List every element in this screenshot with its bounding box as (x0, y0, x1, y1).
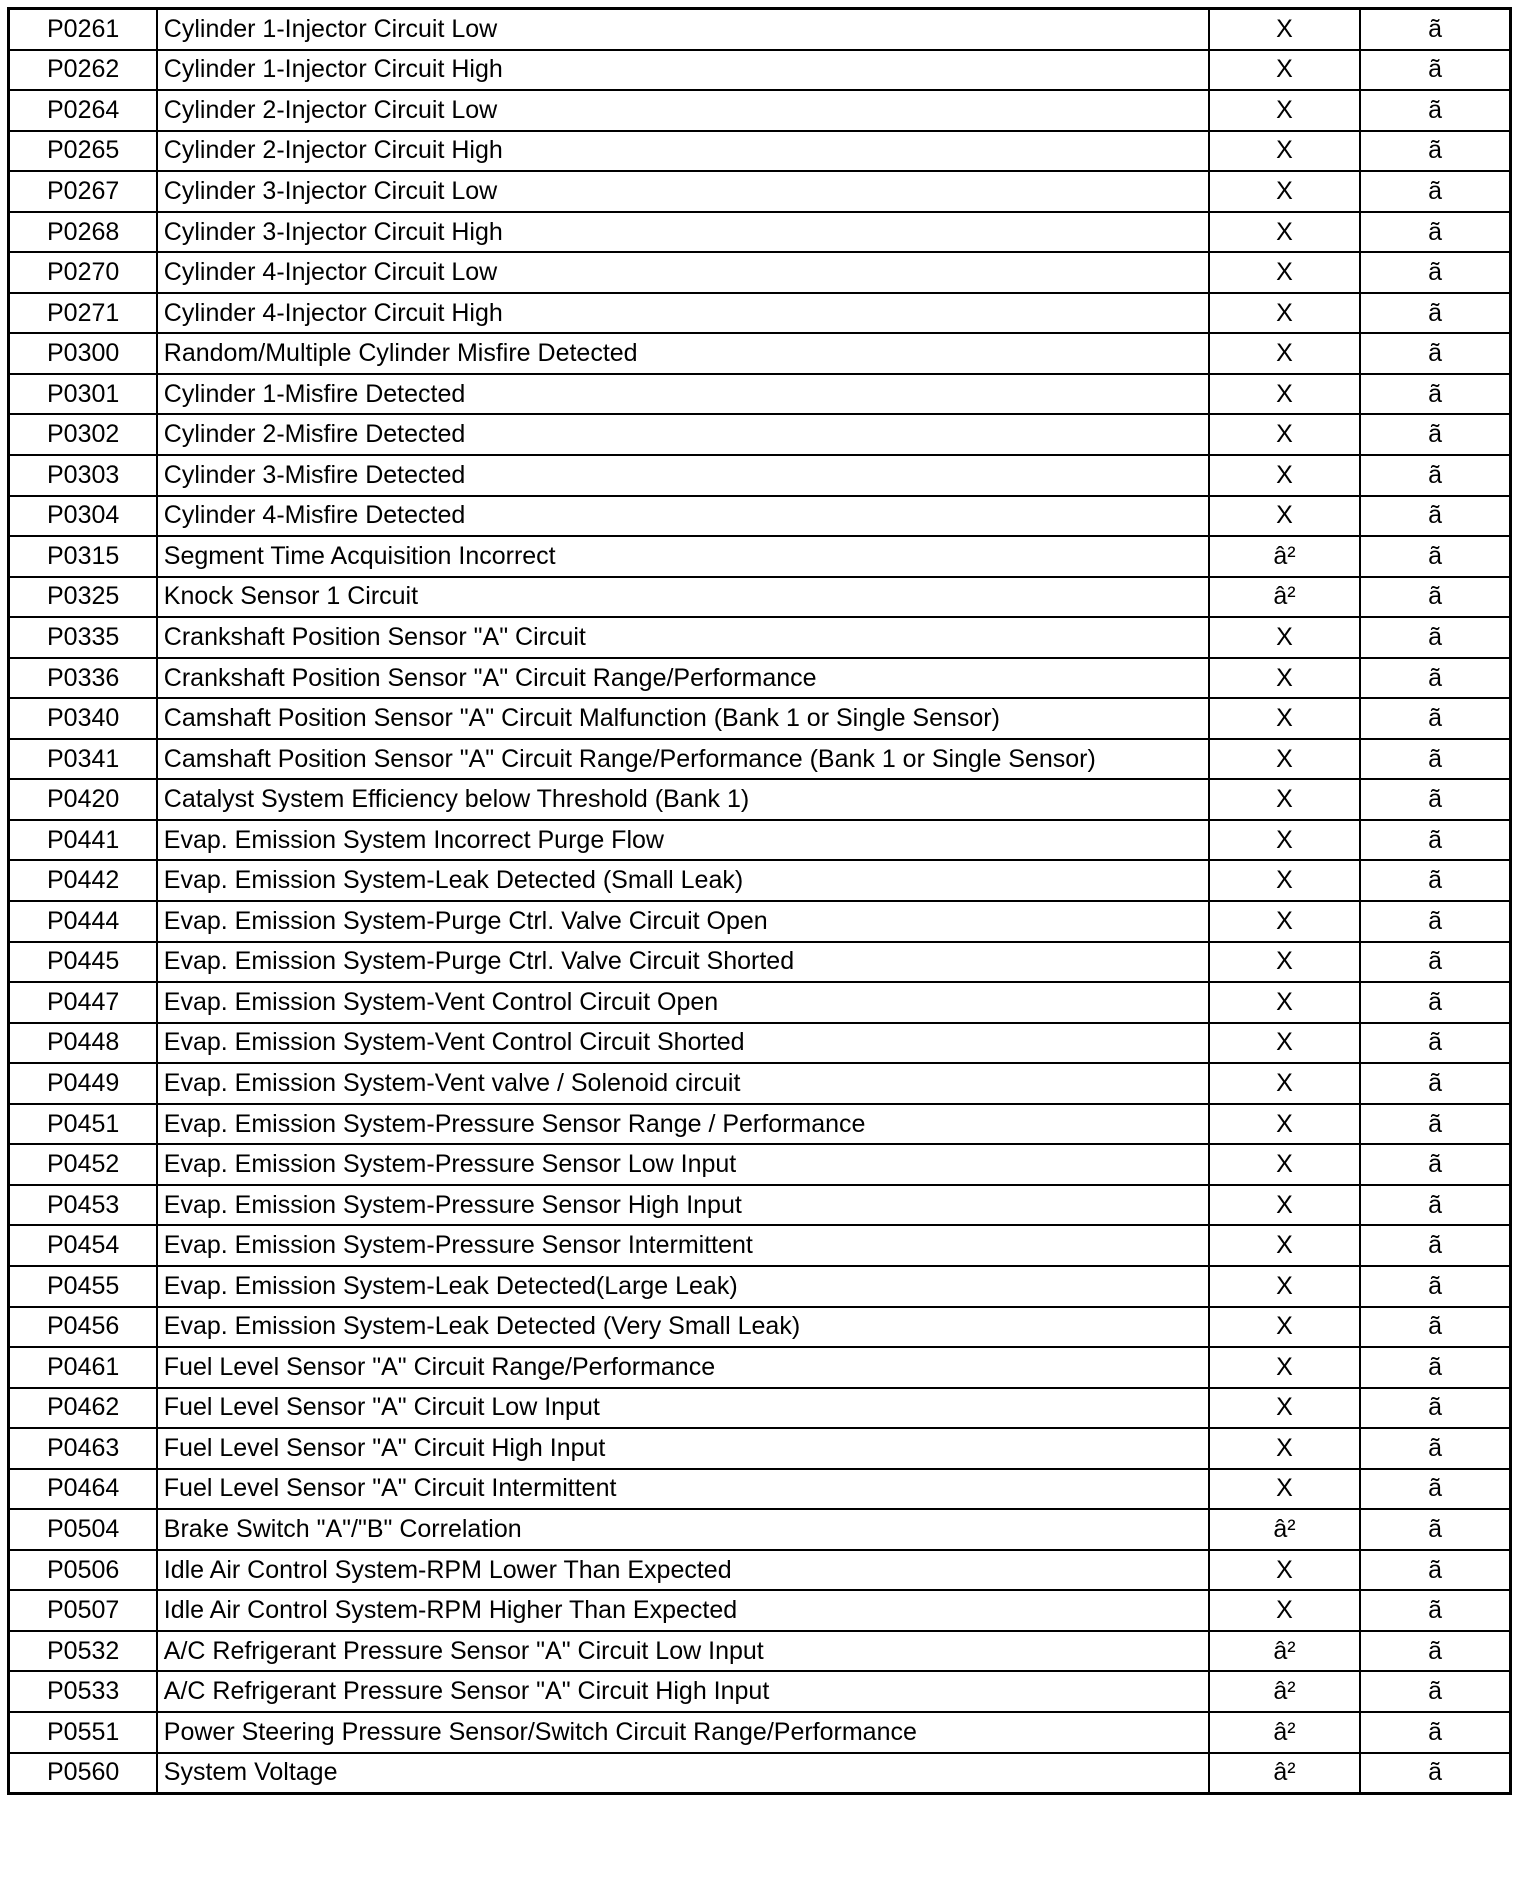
status-column-1-cell: X (1209, 860, 1360, 901)
table-row (9, 1185, 1511, 1226)
dtc-code-cell: P0453 (9, 1185, 157, 1226)
status-column-2-cell: ã (1360, 1671, 1510, 1712)
status-column-1-cell: X (1209, 1063, 1360, 1104)
dtc-code-cell: P0420 (9, 779, 157, 820)
status-column-1-cell: X (1209, 1428, 1360, 1469)
table-row (9, 1347, 1511, 1388)
status-column-1-cell: X (1209, 739, 1360, 780)
status-column-2-cell: ã (1360, 1550, 1510, 1591)
status-column-2-cell: ã (1360, 374, 1510, 415)
table-row (9, 1469, 1511, 1510)
status-column-2-cell: ã (1360, 1590, 1510, 1631)
status-column-1-cell: X (1209, 414, 1360, 455)
dtc-code-cell: P0464 (9, 1469, 157, 1510)
status-column-2-cell: ã (1360, 496, 1510, 537)
dtc-code-cell: P0551 (9, 1712, 157, 1753)
dtc-description-cell: Random/Multiple Cylinder Misfire Detected (157, 333, 1209, 374)
dtc-code-cell: P0325 (9, 577, 157, 618)
table-row (9, 171, 1511, 212)
table-row (9, 131, 1511, 172)
dtc-description-cell: Evap. Emission System-Pressure Sensor High Input (157, 1185, 1209, 1226)
dtc-code-cell: P0452 (9, 1144, 157, 1185)
status-column-2-cell: ã (1360, 1144, 1510, 1185)
status-column-1-cell: X (1209, 1590, 1360, 1631)
dtc-description-cell: Evap. Emission System-Leak Detected (Small Leak) (157, 860, 1209, 901)
table-row (9, 374, 1511, 415)
table-row (9, 901, 1511, 942)
status-column-1-cell: â² (1209, 577, 1360, 618)
dtc-code-cell: P0300 (9, 333, 157, 374)
table-row (9, 90, 1511, 131)
dtc-code-cell: P0340 (9, 698, 157, 739)
status-column-2-cell: ã (1360, 293, 1510, 334)
status-column-1-cell: X (1209, 1388, 1360, 1429)
status-column-2-cell: ã (1360, 1307, 1510, 1348)
status-column-1-cell: X (1209, 1266, 1360, 1307)
status-column-1-cell: X (1209, 171, 1360, 212)
dtc-code-cell: P0270 (9, 252, 157, 293)
dtc-description-cell: Evap. Emission System-Vent valve / Solenoid circuit (157, 1063, 1209, 1104)
dtc-table (7, 7, 1512, 1795)
dtc-description-cell: Evap. Emission System-Pressure Sensor Range / Performance (157, 1104, 1209, 1145)
status-column-1-cell: X (1209, 496, 1360, 537)
table-row (9, 1631, 1511, 1672)
table-row (9, 1104, 1511, 1145)
dtc-description-cell: Brake Switch "A"/"B" Correlation (157, 1509, 1209, 1550)
status-column-2-cell: ã (1360, 212, 1510, 253)
status-column-1-cell: â² (1209, 1509, 1360, 1550)
status-column-1-cell: â² (1209, 1712, 1360, 1753)
status-column-2-cell: ã (1360, 698, 1510, 739)
table-row (9, 577, 1511, 618)
status-column-1-cell: X (1209, 1307, 1360, 1348)
dtc-code-cell: P0262 (9, 50, 157, 91)
status-column-1-cell: X (1209, 333, 1360, 374)
dtc-description-cell: Crankshaft Position Sensor "A" Circuit (157, 617, 1209, 658)
dtc-code-cell: P0336 (9, 658, 157, 699)
dtc-code-cell: P0462 (9, 1388, 157, 1429)
table-row (9, 1550, 1511, 1591)
status-column-2-cell: ã (1360, 1063, 1510, 1104)
table-row (9, 739, 1511, 780)
status-column-1-cell: X (1209, 90, 1360, 131)
dtc-description-cell: Idle Air Control System-RPM Higher Than Expected (157, 1590, 1209, 1631)
status-column-1-cell: X (1209, 252, 1360, 293)
dtc-code-cell: P0461 (9, 1347, 157, 1388)
dtc-description-cell: Crankshaft Position Sensor "A" Circuit Range/Performance (157, 658, 1209, 699)
status-column-2-cell: ã (1360, 252, 1510, 293)
table-row (9, 333, 1511, 374)
status-column-2-cell: ã (1360, 333, 1510, 374)
dtc-code-cell: P0303 (9, 455, 157, 496)
status-column-1-cell: X (1209, 1550, 1360, 1591)
table-row (9, 1307, 1511, 1348)
dtc-code-cell: P0301 (9, 374, 157, 415)
dtc-description-cell: Evap. Emission System-Purge Ctrl. Valve Circuit Open (157, 901, 1209, 942)
status-column-1-cell: â² (1209, 536, 1360, 577)
status-column-2-cell: ã (1360, 9, 1510, 50)
table-row (9, 212, 1511, 253)
dtc-code-cell: P0444 (9, 901, 157, 942)
status-column-1-cell: X (1209, 50, 1360, 91)
table-row (9, 50, 1511, 91)
table-row (9, 496, 1511, 537)
dtc-code-cell: P0264 (9, 90, 157, 131)
dtc-description-cell: Evap. Emission System-Pressure Sensor Low Input (157, 1144, 1209, 1185)
status-column-1-cell: X (1209, 212, 1360, 253)
table-row (9, 658, 1511, 699)
table-row (9, 293, 1511, 334)
status-column-2-cell: ã (1360, 617, 1510, 658)
dtc-code-cell: P0448 (9, 1023, 157, 1064)
table-row (9, 252, 1511, 293)
status-column-1-cell: X (1209, 658, 1360, 699)
status-column-1-cell: X (1209, 1225, 1360, 1266)
dtc-code-cell: P0271 (9, 293, 157, 334)
table-row (9, 779, 1511, 820)
dtc-code-cell: P0451 (9, 1104, 157, 1145)
dtc-code-cell: P0504 (9, 1509, 157, 1550)
status-column-2-cell: ã (1360, 1225, 1510, 1266)
status-column-1-cell: â² (1209, 1671, 1360, 1712)
status-column-2-cell: ã (1360, 1104, 1510, 1145)
dtc-description-cell: Evap. Emission System-Pressure Sensor Intermittent (157, 1225, 1209, 1266)
table-row (9, 860, 1511, 901)
status-column-1-cell: X (1209, 901, 1360, 942)
status-column-2-cell: ã (1360, 1347, 1510, 1388)
status-column-2-cell: ã (1360, 577, 1510, 618)
status-column-1-cell: X (1209, 820, 1360, 861)
dtc-description-cell: Evap. Emission System-Vent Control Circuit Shorted (157, 1023, 1209, 1064)
dtc-description-cell: A/C Refrigerant Pressure Sensor "A" Circuit High Input (157, 1671, 1209, 1712)
dtc-description-cell: Idle Air Control System-RPM Lower Than Expected (157, 1550, 1209, 1591)
status-column-2-cell: ã (1360, 739, 1510, 780)
status-column-1-cell: X (1209, 1347, 1360, 1388)
dtc-description-cell: Catalyst System Efficiency below Threshold (Bank 1) (157, 779, 1209, 820)
status-column-2-cell: ã (1360, 779, 1510, 820)
table-row (9, 1590, 1511, 1631)
dtc-description-cell: Evap. Emission System-Vent Control Circuit Open (157, 982, 1209, 1023)
dtc-code-cell: P0463 (9, 1428, 157, 1469)
dtc-description-cell: Cylinder 3-Injector Circuit High (157, 212, 1209, 253)
table-row (9, 1671, 1511, 1712)
status-column-2-cell: ã (1360, 1509, 1510, 1550)
table-row (9, 942, 1511, 983)
dtc-description-cell: Cylinder 2-Injector Circuit Low (157, 90, 1209, 131)
dtc-code-cell: P0335 (9, 617, 157, 658)
dtc-description-cell: Knock Sensor 1 Circuit (157, 577, 1209, 618)
status-column-1-cell: X (1209, 1185, 1360, 1226)
dtc-description-cell: Cylinder 4-Injector Circuit High (157, 293, 1209, 334)
status-column-2-cell: ã (1360, 1469, 1510, 1510)
dtc-description-cell: Evap. Emission System-Leak Detected(Large Leak) (157, 1266, 1209, 1307)
status-column-2-cell: ã (1360, 131, 1510, 172)
status-column-1-cell: X (1209, 455, 1360, 496)
dtc-description-cell: Cylinder 2-Misfire Detected (157, 414, 1209, 455)
status-column-1-cell: â² (1209, 1753, 1360, 1794)
status-column-1-cell: X (1209, 1469, 1360, 1510)
status-column-1-cell: X (1209, 982, 1360, 1023)
status-column-2-cell: ã (1360, 1753, 1510, 1794)
table-row (9, 536, 1511, 577)
table-row (9, 1266, 1511, 1307)
status-column-1-cell: X (1209, 942, 1360, 983)
status-column-2-cell: ã (1360, 1388, 1510, 1429)
dtc-code-cell: P0449 (9, 1063, 157, 1104)
table-row (9, 1023, 1511, 1064)
status-column-1-cell: X (1209, 1023, 1360, 1064)
dtc-code-cell: P0261 (9, 9, 157, 50)
dtc-code-cell: P0341 (9, 739, 157, 780)
dtc-code-cell: P0302 (9, 414, 157, 455)
table-row (9, 982, 1511, 1023)
table-row (9, 1063, 1511, 1104)
dtc-description-cell: System Voltage (157, 1753, 1209, 1794)
table-row (9, 1712, 1511, 1753)
dtc-description-cell: Evap. Emission System Incorrect Purge Flow (157, 820, 1209, 861)
dtc-description-cell: Segment Time Acquisition Incorrect (157, 536, 1209, 577)
dtc-code-cell: P0445 (9, 942, 157, 983)
table-row (9, 414, 1511, 455)
dtc-description-cell: Cylinder 1-Injector Circuit High (157, 50, 1209, 91)
dtc-code-cell: P0268 (9, 212, 157, 253)
status-column-2-cell: ã (1360, 90, 1510, 131)
dtc-code-cell: P0506 (9, 1550, 157, 1591)
status-column-2-cell: ã (1360, 1266, 1510, 1307)
table-row (9, 1428, 1511, 1469)
dtc-description-cell: A/C Refrigerant Pressure Sensor "A" Circuit Low Input (157, 1631, 1209, 1672)
dtc-description-cell: Fuel Level Sensor "A" Circuit Low Input (157, 1388, 1209, 1429)
dtc-code-cell: P0560 (9, 1753, 157, 1794)
dtc-code-cell: P0447 (9, 982, 157, 1023)
dtc-code-cell: P0456 (9, 1307, 157, 1348)
table-row (9, 698, 1511, 739)
dtc-description-cell: Cylinder 1-Injector Circuit Low (157, 9, 1209, 50)
dtc-code-cell: P0507 (9, 1590, 157, 1631)
table-row (9, 9, 1511, 50)
dtc-code-cell: P0441 (9, 820, 157, 861)
status-column-2-cell: ã (1360, 50, 1510, 91)
status-column-2-cell: ã (1360, 658, 1510, 699)
dtc-description-cell: Power Steering Pressure Sensor/Switch Circuit Range/Performance (157, 1712, 1209, 1753)
status-column-1-cell: X (1209, 698, 1360, 739)
table-row (9, 617, 1511, 658)
status-column-2-cell: ã (1360, 1712, 1510, 1753)
dtc-table-body (9, 9, 1511, 1794)
dtc-description-cell: Fuel Level Sensor "A" Circuit High Input (157, 1428, 1209, 1469)
table-row (9, 1509, 1511, 1550)
status-column-2-cell: ã (1360, 1428, 1510, 1469)
status-column-1-cell: X (1209, 1144, 1360, 1185)
dtc-description-cell: Cylinder 1-Misfire Detected (157, 374, 1209, 415)
table-row (9, 1388, 1511, 1429)
table-row (9, 820, 1511, 861)
table-row (9, 1225, 1511, 1266)
status-column-2-cell: ã (1360, 860, 1510, 901)
status-column-1-cell: X (1209, 131, 1360, 172)
table-row (9, 1753, 1511, 1794)
status-column-2-cell: ã (1360, 942, 1510, 983)
dtc-code-cell: P0267 (9, 171, 157, 212)
dtc-code-cell: P0315 (9, 536, 157, 577)
dtc-description-cell: Fuel Level Sensor "A" Circuit Range/Performance (157, 1347, 1209, 1388)
status-column-1-cell: X (1209, 1104, 1360, 1145)
status-column-2-cell: ã (1360, 1023, 1510, 1064)
status-column-1-cell: X (1209, 374, 1360, 415)
dtc-code-cell: P0442 (9, 860, 157, 901)
status-column-1-cell: X (1209, 293, 1360, 334)
status-column-2-cell: ã (1360, 1631, 1510, 1672)
status-column-2-cell: ã (1360, 820, 1510, 861)
status-column-2-cell: ã (1360, 982, 1510, 1023)
dtc-description-cell: Camshaft Position Sensor "A" Circuit Malfunction (Bank 1 or Single Sensor) (157, 698, 1209, 739)
dtc-code-cell: P0533 (9, 1671, 157, 1712)
dtc-description-cell: Cylinder 3-Misfire Detected (157, 455, 1209, 496)
dtc-description-cell: Evap. Emission System-Leak Detected (Very Small Leak) (157, 1307, 1209, 1348)
dtc-description-cell: Fuel Level Sensor "A" Circuit Intermittent (157, 1469, 1209, 1510)
status-column-1-cell: X (1209, 779, 1360, 820)
status-column-2-cell: ã (1360, 171, 1510, 212)
status-column-2-cell: ã (1360, 536, 1510, 577)
dtc-description-cell: Evap. Emission System-Purge Ctrl. Valve Circuit Shorted (157, 942, 1209, 983)
status-column-2-cell: ã (1360, 455, 1510, 496)
status-column-2-cell: ã (1360, 901, 1510, 942)
table-row (9, 455, 1511, 496)
dtc-description-cell: Cylinder 3-Injector Circuit Low (157, 171, 1209, 212)
dtc-description-cell: Cylinder 2-Injector Circuit High (157, 131, 1209, 172)
status-column-2-cell: ã (1360, 414, 1510, 455)
status-column-1-cell: X (1209, 9, 1360, 50)
status-column-1-cell: â² (1209, 1631, 1360, 1672)
dtc-description-cell: Camshaft Position Sensor "A" Circuit Range/Performance (Bank 1 or Single Sensor) (157, 739, 1209, 780)
table-row (9, 1144, 1511, 1185)
dtc-code-cell: P0455 (9, 1266, 157, 1307)
status-column-1-cell: X (1209, 617, 1360, 658)
dtc-code-cell: P0304 (9, 496, 157, 537)
status-column-2-cell: ã (1360, 1185, 1510, 1226)
dtc-code-cell: P0265 (9, 131, 157, 172)
dtc-description-cell: Cylinder 4-Misfire Detected (157, 496, 1209, 537)
dtc-code-cell: P0532 (9, 1631, 157, 1672)
dtc-description-cell: Cylinder 4-Injector Circuit Low (157, 252, 1209, 293)
dtc-code-cell: P0454 (9, 1225, 157, 1266)
